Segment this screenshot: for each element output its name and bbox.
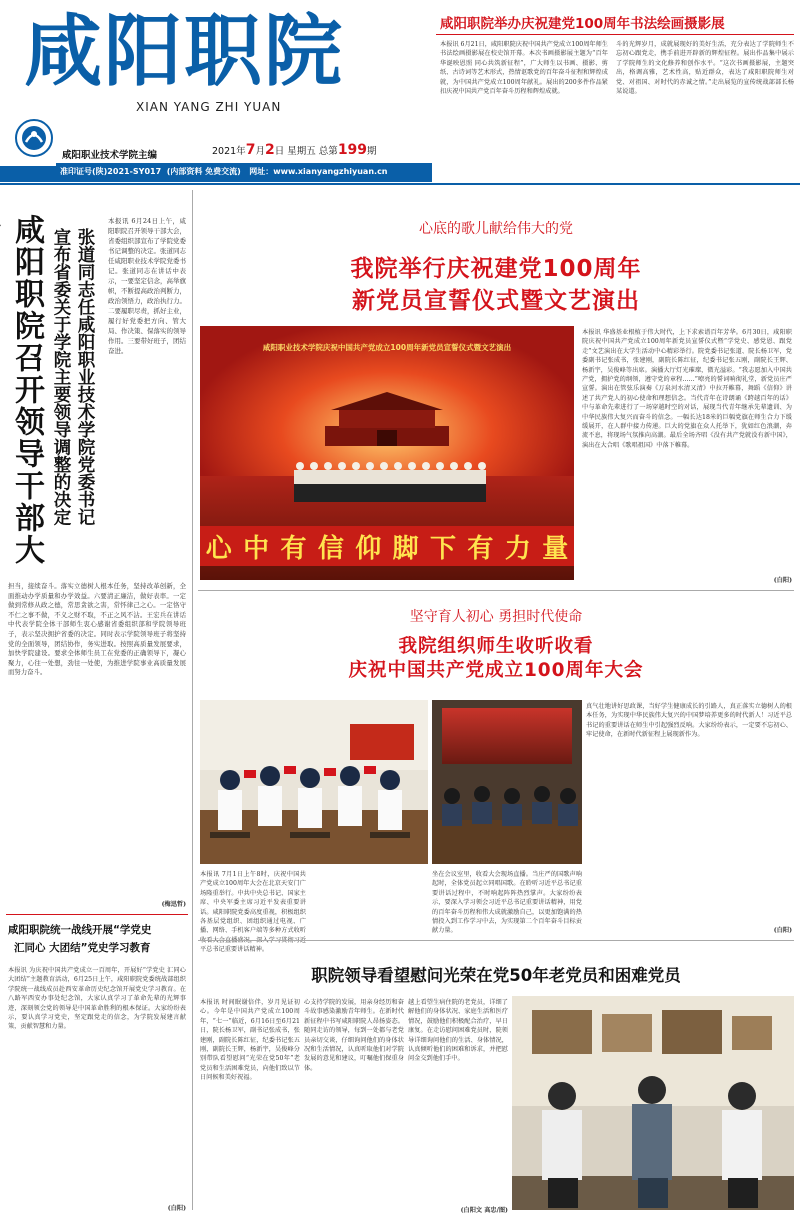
bottom-credit: (白阳文 高忠/图) — [460, 1207, 508, 1214]
mid2-headline-2: 庆祝中国共产党成立100周年大会 — [348, 660, 644, 681]
mid-story-credit: (白阳) — [773, 577, 792, 584]
left-subhead-2: 张道同志任咸阳职业技术学院党委书记 — [75, 228, 95, 526]
mid-kicker: 心底的歌儿献给伟大的党 — [419, 221, 573, 237]
wall-photos — [532, 1010, 772, 1070]
left-story-body-2: 担当，接续奋斗。落实立德树人根本任务，坚持改革创新，全面推动办学质量和办学效益。六要清正廉洁，做好表率。一定做到常修从政之德，常思贪欲之害，常怀律己之心。一定恪守不仁之事不做，不义之财不取，不正之风不沾。王宏兵在讲话中代表学院全体干部师生衷心感谢省委组织部和学院领导班子，表示坚决拥护省委的决定。同时表示学院领导班子将坚持党的全面领导，团结协作，务实进取。按照高质量发展要求，加快学院建设。要求全体师生员工在党委的正确领导下，凝心聚力，心往一处想，劲往一处使，为推进学院事业高质量发展而努力奋斗。 — [8, 582, 186, 677]
top-headline: 咸阳职院举办庆祝建党100周年书法绘画摄影展 — [440, 16, 725, 32]
slogan-char: 下 — [430, 533, 457, 564]
slogan-char: 信 — [317, 533, 344, 564]
bottom-body-2: 心支持学院的发展，用亲身经历和奋斗故事感染激励青年师生。在新时代新征程中书写咸阳职院人昂扬姿态。随同走访的领导，每到一处都与老党员亲切交谈，仔细询问他们的身体状况和生活情况，认真听取他们对学院发展的意见和建议，叮嘱他们保重身体。 — [304, 999, 404, 1072]
slogan-char: 力 — [504, 533, 531, 564]
bottom-body-3: 越上看望生病住院的老党员，详细了解他们的身体状况、家庭生活和医疗情况，鼓励他们积极配合治疗，早日康复。在走访慰问困难党员时，院领导详细询问他们的生活、身体情况，认真倾听他们的困难和诉求，并把慰问金交到他们手中。 — [408, 999, 508, 1063]
performers — [290, 456, 490, 504]
sponsor-label: 咸阳职业技术学院主编 — [62, 150, 158, 161]
left-lower-body: 本报讯 为庆祝中国共产党成立一百周年，开展好“学党史 汇同心 大团结”主题教育活动，6月25日上午，咸阳职院党委统战部组织学院统一战线成员赴西安革命历史纪念馆开展党史学习教育。在八路军西安办事处纪念馆，大家认真学习了革命先辈的光辉事迹，深刻领会党的领导是中国革命胜利的根本保证。大家纷纷表示，要认真学习党史，坚定跟党走的信念，为学院发展建言献策，贡献智慧和力量。 — [8, 967, 186, 1031]
top-story-col1: 本报讯 6月21日，咸阳职院庆祝中国共产党成立100周年师生书法绘画摄影展在校史馆开幕。本次书画摄影展主题为“百年华诞映恩照 同心共筑新征程”，广大师生以书画、摄影、剪纸、古诗词等艺术形式，热情讴歌党的百年奋斗征程和辉煌成就，为中国共产党成立100周年献礼。展出的200多件作品紧扣庆祝中国共产党百年奋斗历程和辉煌成就。 — [440, 41, 608, 96]
slogan-char: 中 — [243, 533, 270, 564]
left-lower-headline-2: 汇同心 大团结”党史学习教育 — [14, 942, 151, 954]
slogan-char: 仰 — [355, 533, 382, 564]
mid-headline-1: 我院举行庆祝建党100周年 — [350, 256, 642, 282]
ceremony-photo — [200, 326, 574, 580]
left-story-body-1: 本报讯 6月24日上午，咸阳职院召开领导干部大会，省委组织部宣布了学院党委书记调整的决定。张道同志任咸阳职业技术学院党委书记。张道同志在讲话中表示，一要坚定信念，高举旗帜，不断提高政治判断力，政治领悟力，政治执行力。二要履职尽责，抓好主业，履行好党委把方向、管大局、作决策、保落实的领导作用。三要带好班子，团结奋进。 — [108, 217, 186, 355]
masthead — [0, 0, 432, 178]
left-headline: 咸阳职院召开领导干部大 — [9, 214, 44, 566]
meeting-photo — [432, 700, 582, 864]
meeting-screen — [442, 708, 572, 764]
mid2-body-1: 本报讯 7月1日上午8时，庆祝中国共产党成立100周年大会在北京天安门广场隆重举行。中共中央总书记、国家主席、中央军委主席习近平发表重要讲话。咸阳职院党委高度重视，积极组织各基层党组织、团组织通过电视、广播、网络、手机客户端等多种方式收听 平总书记重要讲话精神。 — [200, 871, 306, 954]
visit-photo — [512, 996, 794, 1210]
left-lower-credit: (白阳) — [167, 1205, 186, 1212]
mid2-body-2: 坐在会议室里，收看大会现场直播。当庄严的国歌声响起时，全体党员起立同唱国歌。在聆听习近平总书记重要讲话过程中，不时响起阵阵热烈掌声。大家纷纷表示，要深入学习领会习近平总书记重要讲话精神，用党的百年奋斗历程和伟大成就激励自己，以更加饱满的热情投入到工作学习中去，为实现第二个百年奋斗目标贡献力量。 — [432, 871, 582, 935]
students — [200, 740, 428, 864]
attendees — [432, 770, 582, 864]
left-subhead-1: 宣布省委关于学院主要领导调整的决定 — [51, 228, 71, 526]
section-divider-top — [0, 183, 800, 185]
slogan-char: 量 — [542, 533, 569, 564]
mid2-kicker: 坚守育人初心 勇担时代使命 — [409, 609, 583, 625]
slogan-char: 有 — [467, 533, 494, 564]
mid-story-body: 本报讯 华盛基业根植于伟大时代，上下求索谱百年芳华。6月30日，咸阳职院庆祝中国共产党成立100周年新党员宣誓仪式暨“学党史、感党恩、跟党走”文艺演出在大学生活动中心精彩举行。院党委书记张道、院长杨卫军，党委副书记张成书，张建刚，副院长陈红征，纪委书记张五刚，副院长王辉、杨新宇，吴俊峰等出席。演播大厅灯光璀璨，微光溢彩。“我志愿加入中国共产党，拥护党的纲领，遵守党的章程……”嘹亮的誓词响彻礼堂，新党员庄严宣誓。演出在管弦乐演奏《万泉河水清又清》中拉开帷幕，舞蹈《信仰》讲述了共产党人的初心使命和理想信念。当代青年在诗朗诵《跨越百年的话》中与革命先辈进行了一场穿越时空的对话，展现当代青年继承先辈遗训、为中华民族伟大复兴而奋斗的信念。一幅长达18米的巨幅党旗在师生合力下缓缓展开，在人群中接力传递。巨大的党旗在众人托举下，犹如红色浪潮，奔流不息，将现场气氛推向高潮。最后全场齐唱《没有共产党就没有新中国》，演出在大合唱《歌唱祖国》中落下帷幕。 — [582, 329, 792, 449]
issue-date: 2021年7月2日 星期五 总第199期 — [212, 142, 377, 158]
school-logo — [14, 118, 54, 158]
permit-number: 准印证号(陕)2021-SY017 — [60, 167, 162, 176]
left-story-credit: (梅迅哲) — [161, 901, 186, 908]
internal-label: (内部资料 免费交流) — [166, 167, 241, 176]
left-lower-headline-1: 咸阳职院统一战线开展“学党史 — [8, 924, 152, 936]
classroom-photo — [200, 700, 428, 864]
bottom-headline: 职院领导看望慰问光荣在党50年老党员和困难党员 — [311, 966, 681, 985]
mid-divider — [198, 590, 794, 591]
slogan-char: 心 — [205, 533, 232, 564]
permit-strip — [56, 163, 432, 181]
top-story-col2: 斗的光辉岁月，成就展现好的美好生活，充分表达了学院师生不忘初心跟党走，携手前进开辟新的辉煌征程。展出作品集中展示了学院师生的文化修养和创作水平。“这次书画摄影展，主题突出，格调高雅，艺术性高，贴近群众，表达了咸阳职院师生对党、对祖国、对时代的赤诚之情。”走出展览的宣传统战部部长杨某说道。 — [616, 41, 794, 96]
tiananmen-silhouette — [315, 386, 459, 446]
slogan-char: 有 — [280, 533, 307, 564]
bottom-divider — [198, 940, 794, 941]
column-rule-left — [192, 190, 193, 1210]
visit-people — [512, 1066, 794, 1210]
newspaper-pinyin: XIAN YANG ZHI YUAN — [136, 100, 282, 114]
mid-headline-2: 新党员宣誓仪式暨文艺演出 — [352, 288, 640, 314]
mid2-headline-1: 我院组织师生收听收看 — [398, 636, 594, 657]
left-divider — [6, 914, 188, 915]
website-link[interactable]: 网址：www.xianyangzhiyuan.cn — [249, 167, 388, 176]
stage-slogan — [200, 526, 574, 566]
mid2-credit: (白阳) — [773, 927, 792, 934]
newspaper-title: 咸阳职院 — [24, 6, 345, 97]
top-divider — [436, 34, 794, 35]
mid2-body-3: 真气壮地讲好思政课，当好学生健康成长的引路人，真正落实立德树人的根本任务，为实现中华民族伟大复兴的中国梦培养更多的时代新人！习近平总书记的重要讲话在师生中引起强烈反响。大家纷纷表示，一定要不忘初心、牢记使命，在新时代新征程上展现新作为。 — [586, 703, 792, 739]
bottom-body-1: 本报讯 时间眠谢倍伴，岁月见证初心。今年是中国共产党成立100周年，“七一”临近，6月16日至6月21日，院长杨卫军，副书记张成书，张建刚，副院长陈红征，纪委书记张五刚，副院长王辉，杨新宇，吴俊峰分别带队看望慰问“光荣在党50年”老党员和生活困难党员，向他们致以节日问候和美好祝福。 — [200, 999, 300, 1082]
mid2-body-1b — [310, 870, 428, 932]
stage-banner: 咸阳职业技术学院庆祝中国共产党成立100周年新党员宣誓仪式暨文艺演出 — [262, 343, 512, 352]
slogan-char: 脚 — [392, 533, 419, 564]
